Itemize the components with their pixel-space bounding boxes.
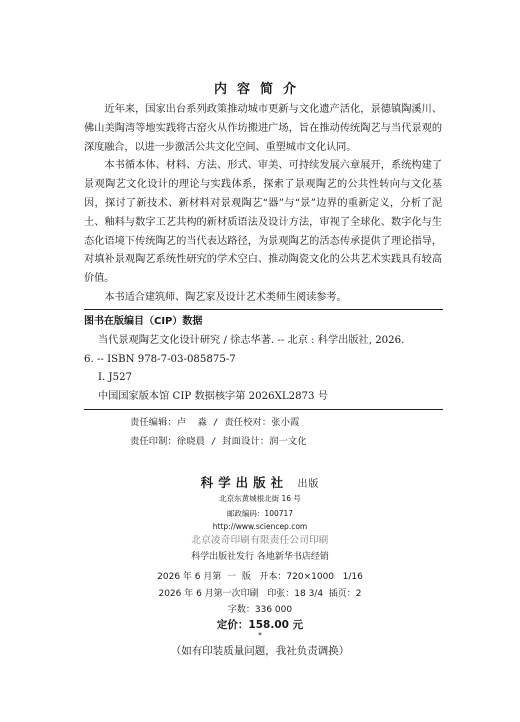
- cip-line-classification: Ⅰ. J527: [98, 372, 133, 384]
- publisher-line: [0, 473, 520, 491]
- edition-text-2: 2026 年 6 月第一次印刷 印张：18 3/4 插页：2: [158, 589, 362, 599]
- credits-production: 责任印制：徐晓晨 / 封面设计：润一文化: [130, 436, 307, 447]
- quality-notice: （如有印装质量问题，我社负责调换）: [170, 645, 350, 657]
- summary-paragraph-3: 本书适合建筑师、陶艺家及设计艺术类师生阅读参考。: [104, 291, 347, 303]
- divider-rule-top: [84, 309, 443, 310]
- word-count: 字数：336 000: [227, 605, 293, 615]
- summary-title: 内容简介: [213, 82, 306, 97]
- edition-line-2: [0, 586, 520, 599]
- publisher-logo-text: 科学出版社: [200, 475, 289, 490]
- printer-name: 北京凌奇印刷有限责任公司印刷: [191, 535, 329, 546]
- cip-line-isbn: 6. -- ISBN 978-7-03-085875-7: [84, 353, 236, 365]
- star-mark: *: [258, 631, 262, 640]
- credits-editors: 责任编辑：卢 淼 / 责任校对：张小霞: [130, 417, 300, 428]
- summary-body: [84, 101, 442, 308]
- cip-line-title: 当代景观陶艺文化设计研究 / 徐志华著. -- 北京 : 科学出版社, 2026.: [98, 334, 405, 346]
- summary-paragraph-1: 近年来，国家出台系列政策推动城市更新与文化遗产活化，景德镇陶溪川、佛山美陶湾等地实践将古窑火从作坊搬进广场，旨在推动传统陶艺与当代景观的深度融合，以进一步激活公共文化空间、重塑城市文化认同。: [84, 104, 442, 153]
- publisher-suffix: 出版: [297, 479, 320, 490]
- edition-line-1: [0, 569, 520, 582]
- cip-heading: 图书在版编目（CIP）数据: [84, 316, 203, 327]
- publisher-address: 北京东黄城根北街 16 号: [219, 494, 301, 503]
- distribution-line: 科学出版社发行 各地新华书店经销: [191, 552, 329, 562]
- summary-paragraph-2: 本书循本体、材料、方法、形式、审美、可持续发展六章展开，系统构建了景观陶艺文化设计的理论与实践体系，探索了景观陶艺的公共性转向与文化基因，探讨了新技术、新材料对景观陶艺“器”与“景”边界的重新定义，分析了泥土、釉料与数字工艺共构的新材质语法及设计方法，审视了全球化、数字化与生态化语境下传统陶艺的当代表达路径，为景观陶艺的活态传承提供了理论指导，对填补景观陶艺系统性研究的学术空白、推动陶瓷文化的公共艺术实践具有较高价值。: [84, 160, 442, 285]
- divider-rule-bottom: [84, 409, 443, 410]
- publisher-website: http://www.sciencep.com: [212, 522, 308, 531]
- cip-line-record-number: 中国国家版本馆 CIP 数据核字第 2026XL2873 号: [98, 391, 328, 403]
- cip-block: [84, 313, 444, 407]
- publisher-postcode: 邮政编码：100717: [226, 509, 294, 518]
- credits-block: [130, 413, 440, 451]
- price: 定价：158.00 元: [216, 619, 304, 631]
- edition-text-1: 2026 年 6 月第 一 版 开本：720×1000 1/16: [157, 572, 363, 582]
